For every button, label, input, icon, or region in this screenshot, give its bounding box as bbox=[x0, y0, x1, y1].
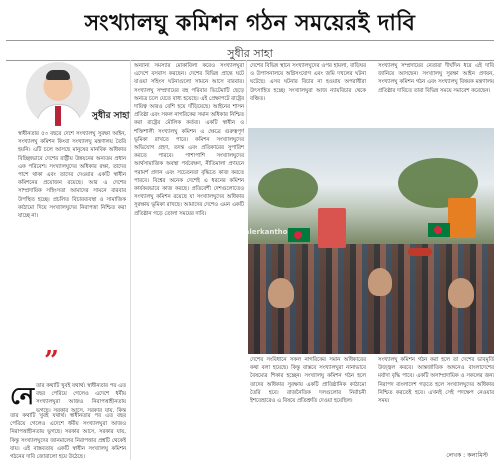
quote-mark: ” bbox=[44, 346, 59, 376]
author-name: সুধীর সাহা bbox=[92, 111, 130, 121]
column-divider bbox=[246, 60, 247, 124]
intro-text: স্বাধীনতার ৫৩ বছরে দেশে সংখ্যালঘু সুরক্ষা আইন, সংখ্যালঘু কমিশন কিংবা সংখ্যালঘু মন্ত্রণালয় তৈরি হয়নি। এটি চলে আসছে মানুষের মানবিক অধিকার বিচ্ছিন্নভাবে দেশের রাষ্ট্রীয় উন্নয়নের অন্যতম প্রধান এক পরিবেশ। সংখ্যালঘুদের অধিকার রক্ষা, তাদের পাশে থাকা এবং তাদের দেওয়ার একটি স্বাধীন কমিশনের প্রয়োজন রয়েছে। আর এ দেশের সাম্প্রদায়িক সহিংসতা আমাদের সামনে বারবার উপস্থিত হচ্ছে। প্রচলিত বিচারব্যবস্থা ও সামাজিক কাঠামো দিয়ে সংখ্যালঘুদের নিরাপত্তা নিশ্চিত করা যাচ্ছে না। bbox=[18, 131, 126, 220]
photo-watermark: kalerkantho bbox=[240, 228, 288, 236]
drop-cap: নে bbox=[10, 381, 35, 410]
rally-photo bbox=[248, 128, 494, 354]
author-portrait bbox=[26, 62, 90, 126]
top-rule bbox=[6, 40, 494, 41]
column-2: অন্যান্য সমস্যার মোকাবিলা করেও সংখ্যালঘুরা এদেশে বসবাস করছেন। দেশের বিভিন্ন প্রান্তে ঘটে যাওয়া সহিংস ঘটনাগুলো সামনে আসে বারবার। সংখ্যালঘু সম্প্রদায়ের বহু পরিবার ভিটেমাটি ছেড়ে অন্যত্র চলে যেতে বাধ্য হয়েছে। এই প্রেক্ষাপটে রাষ্ট্রের দায়িত্ব আরও বেশি হয়ে দাঁড়িয়েছে। আইনের শাসন প্রতিষ্ঠা এবং সকল নাগরিকের সমান অধিকার নিশ্চিত করা রাষ্ট্রের মৌলিক কর্তব্য। একটি স্বাধীন ও শক্তিশালী সংখ্যালঘু কমিশন এ ক্ষেত্রে গুরুত্বপূর্ণ ভূমিকা রাখতে পারে। কমিশন সংখ্যালঘুদের অভিযোগ গ্রহণ, তদন্ত এবং প্রতিকারের সুপারিশ করতে পারবে। পাশাপাশি সংখ্যালঘুদের আর্থসামাজিক অবস্থা পর্যবেক্ষণ, নীতিমালা প্রণয়নে পরামর্শ প্রদান এবং সচেতনতা বৃদ্ধিতে কাজ করতে পারবে। বিশ্বের অনেক দেশেই এ ধরনের কমিশন কার্যকরভাবে কাজ করছে। প্রতিবেশী দেশগুলোতেও সংখ্যালঘু কমিশন রয়েছে যা সংখ্যালঘুদের অধিকার সুরক্ষায় ভূমিকা রাখছে। আমাদের দেশেও এমন একটি প্রতিষ্ঠান গড়ে তোলা সময়ের দাবি। bbox=[134, 63, 244, 217]
column-divider bbox=[130, 60, 131, 460]
byline-rule bbox=[6, 60, 494, 61]
author-note: লেখক : কলামিস্ট bbox=[446, 452, 488, 459]
column-1-continued: তার কথাটি খুবই যথার্থ। স্বাধীনতার পর এত বছর পেরিয়ে গেলেও এদেশে ধর্মীয় সংখ্যালঘুরা আজও নিরাপত্তাহীনতায় ভুগছে। সরকার আসে, সরকার যায়, কিন্তু সংখ্যালঘুদের জানমালের নিরাপত্তার প্রশ্নটি থেকেই যায়। এই বাস্তবতায় একটি স্বাধীন সংখ্যালঘু কমিশন গঠনের দাবি জোরালো হয়ে উঠেছে। bbox=[10, 413, 126, 460]
column-4-top: সংখ্যালঘু সম্প্রদায়ের নেতারা দীর্ঘদিন ধরে এই দাবি জানিয়ে আসছেন। সংখ্যালঘু সুরক্ষা আইন প্রণয়ন, সংখ্যালঘু কমিশন গঠন এবং সংখ্যালঘু বিষয়ক মন্ত্রণালয় প্রতিষ্ঠার দাবিতে তারা বিভিন্ন সময়ে সমাবেশ করেছেন। bbox=[378, 63, 494, 94]
column-3-top: দেশের বিভিন্ন স্থানে সংখ্যালঘুদের ওপর হামলা, বাড়িঘর ও উপাসনালয়ে অগ্নিসংযোগ এবং জমি দখলের ঘটনা ঘটেছে। এসব ঘটনার বিচার না হওয়ায় অপরাধীরা উৎসাহিত হচ্ছে। সংখ্যালঘুরা আজ ন্যায়বিচার থেকে বঞ্চিত। bbox=[250, 63, 366, 102]
article-headline: সংখ্যালঘু কমিশন গঠন সময়েরই দাবি bbox=[84, 10, 416, 36]
column-4-bottom: সংখ্যালঘু কমিশন গঠন করা হলে তা দেশের ভাবমূর্তি উজ্জ্বল করবে। আন্তর্জাতিক অঙ্গনেও বাংলাদেশের মর্যাদা বৃদ্ধি পাবে। একটি অসাম্প্রদায়িক ও সকলের জন্য নিরাপদ বাংলাদেশ গড়তে হলে সংখ্যালঘুদের অধিকার নিশ্চিত করতেই হবে। এখনই সেই পদক্ষেপ নেওয়ার সময়। bbox=[378, 357, 494, 405]
byline: সুধীর সাহা bbox=[227, 47, 273, 60]
column-3-bottom: দেশের সংবিধানে সকল নাগরিকের সমান অধিকারের কথা বলা হয়েছে। কিন্তু বাস্তবে সংখ্যালঘুরা নানাভাবে বৈষম্যের শিকার হচ্ছেন। সংখ্যালঘু কমিশন গঠন হলে তাদের অধিকার সুরক্ষায় একটি প্রাতিষ্ঠানিক কাঠামো তৈরি হবে। রাজনৈতিক দলগুলোর নির্বাচনী ইশতেহারেও এ বিষয়ে প্রতিশ্রুতি দেওয়া হয়েছিল। bbox=[250, 357, 366, 405]
column-1-start: তার কথাটি খুবই যথার্থ। স্বাধীনতার পর এত বছর পেরিয়ে গেলেও এদেশে ধর্মীয় সংখ্যালঘুরা আজও নিরাপত্তাহীনতায় ভুগছে। সরকার আসে, সরকার যায়, কিন্তু bbox=[36, 383, 126, 412]
